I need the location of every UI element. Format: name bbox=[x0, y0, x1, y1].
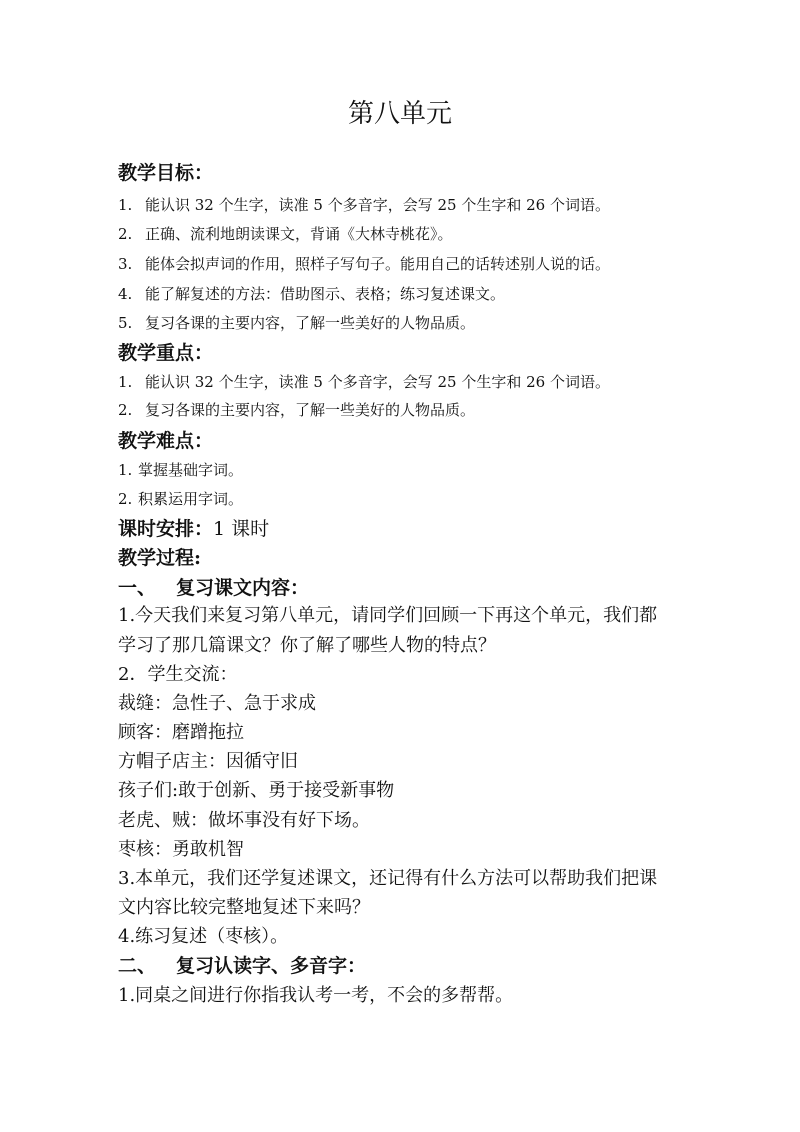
key-point-item bbox=[118, 371, 610, 393]
trait-line: 裁缝：急性子、急于求成 bbox=[118, 693, 316, 714]
process-heading: 教学过程: bbox=[118, 547, 202, 569]
goal-text: 正确、流利地朗读课文，背诵《大林寺桃花》。 bbox=[145, 225, 453, 243]
section-one-title: 复习课文内容： bbox=[176, 577, 310, 599]
difficulty-number: 1. bbox=[118, 461, 133, 479]
paragraph: 1.今天我们来复习第八单元，请同学们回顾一下再这个单元，我们都 bbox=[118, 605, 658, 626]
key-points-heading: 教学重点： bbox=[118, 342, 214, 364]
goal-item bbox=[118, 283, 505, 305]
schedule-line bbox=[118, 516, 269, 542]
goals-heading: 教学目标： bbox=[118, 162, 214, 184]
goal-number: 3. bbox=[118, 255, 133, 273]
goal-text: 能体会拟声词的作用，照样子写句子。能用自己的话转述别人说的话。 bbox=[145, 255, 611, 273]
goal-text: 能认识 32 个生字，读准 5 个多音字，会写 25 个生字和 26 个词语。 bbox=[145, 196, 610, 214]
difficulty-text: 积累运用字词。 bbox=[138, 490, 244, 508]
goal-number: 4. bbox=[118, 285, 133, 303]
goal-number: 2. bbox=[118, 225, 133, 243]
trait-line: 老虎、贼：做坏事没有好下场。 bbox=[118, 810, 370, 831]
goal-number: 5. bbox=[118, 314, 133, 332]
paragraph: 学习了那几篇课文？你了解了哪些人物的特点？ bbox=[118, 635, 496, 656]
trait-line: 孩子们:敢于创新、勇于接受新事物 bbox=[118, 780, 395, 801]
goal-item bbox=[118, 223, 453, 245]
key-point-number: 2. bbox=[118, 401, 133, 419]
schedule-label: 课时安排： bbox=[118, 518, 214, 540]
key-point-text: 复习各课的主要内容，了解一些美好的人物品质。 bbox=[145, 401, 476, 419]
paragraph: 文内容比较完整地复述下来吗？ bbox=[118, 897, 370, 918]
key-point-number: 1. bbox=[118, 373, 133, 391]
goal-text: 能了解复述的方法：借助图示、表格；练习复述课文。 bbox=[145, 285, 506, 303]
goal-item bbox=[118, 253, 610, 275]
difficulties-heading: 教学难点： bbox=[118, 430, 214, 452]
key-point-text: 能认识 32 个生字，读准 5 个多音字，会写 25 个生字和 26 个词语。 bbox=[145, 373, 610, 391]
schedule-value: 1 课时 bbox=[213, 518, 270, 540]
trait-line: 枣核：勇敢机智 bbox=[118, 839, 244, 860]
paragraph: 2．学生交流： bbox=[118, 664, 238, 685]
goal-number: 1. bbox=[118, 196, 133, 214]
key-point-item bbox=[118, 399, 475, 421]
section-one-number: 一、 bbox=[118, 577, 157, 599]
goal-item bbox=[118, 194, 610, 216]
section-two-number: 二、 bbox=[118, 955, 157, 977]
section-two-heading bbox=[118, 953, 366, 979]
difficulty-item bbox=[118, 459, 243, 481]
paragraph: 4.练习复述（枣核）。 bbox=[118, 926, 289, 947]
trait-line: 顾客：磨蹭拖拉 bbox=[118, 722, 244, 743]
difficulty-text: 掌握基础字词。 bbox=[138, 461, 244, 479]
section-one-heading bbox=[118, 575, 309, 601]
page-title: 第八单元 bbox=[347, 99, 452, 129]
goal-text: 复习各课的主要内容，了解一些美好的人物品质。 bbox=[145, 314, 476, 332]
section-two-title: 复习认读字、多音字： bbox=[176, 955, 367, 977]
trait-line: 方帽子店主：因循守旧 bbox=[118, 751, 298, 772]
paragraph: 1.同桌之间进行你指我认考一考，不会的多帮帮。 bbox=[118, 985, 514, 1006]
difficulty-item bbox=[118, 488, 243, 510]
goal-item bbox=[118, 312, 475, 334]
difficulty-number: 2. bbox=[118, 490, 133, 508]
paragraph: 3.本单元，我们还学复述课文，还记得有什么方法可以帮助我们把课 bbox=[118, 868, 658, 889]
